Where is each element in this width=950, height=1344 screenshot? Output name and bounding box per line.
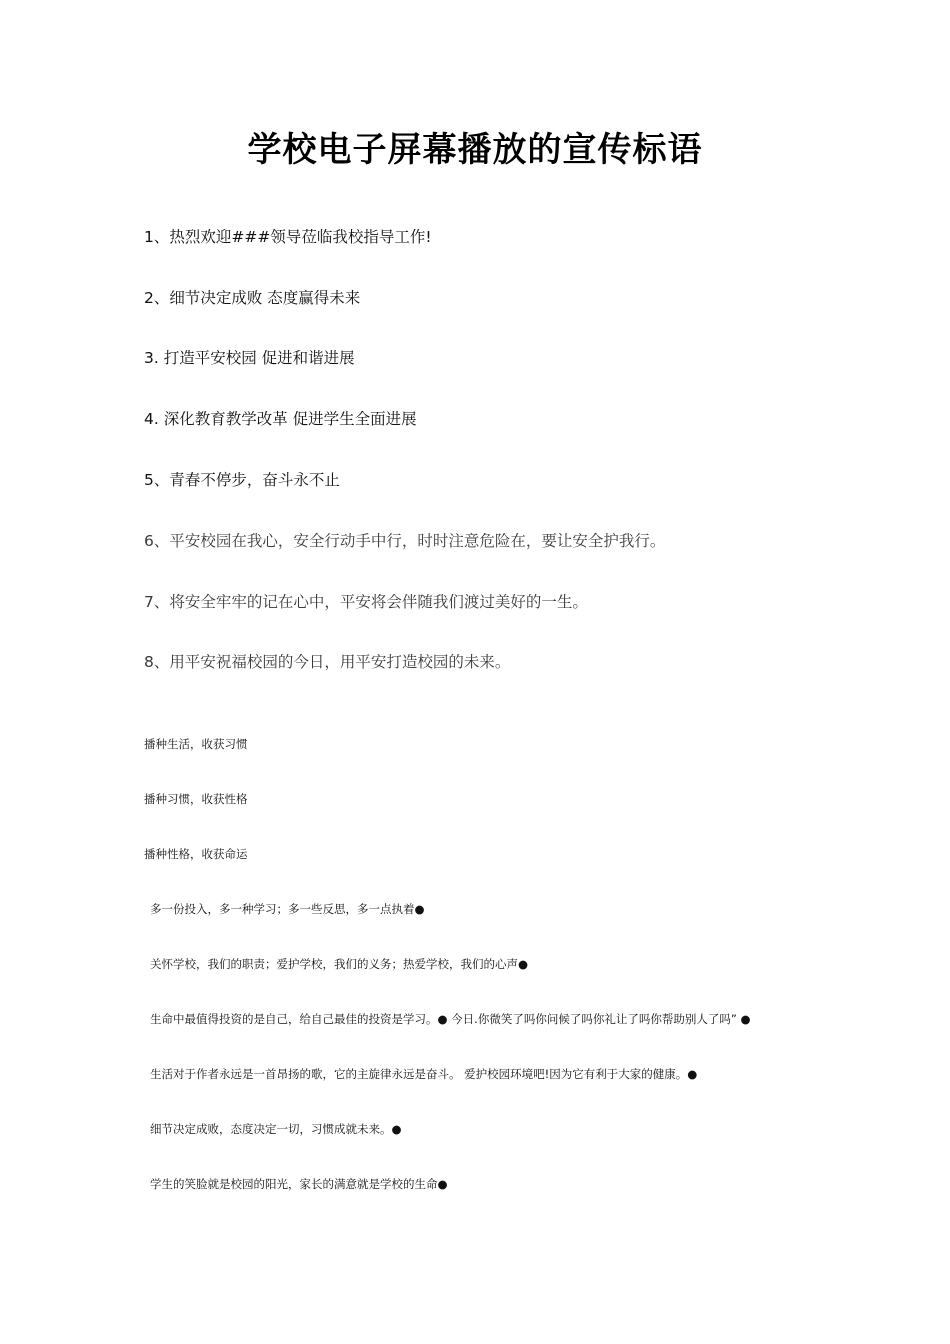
slogan-item-4: 4. 深化教育教学改革 促进学生全面进展 (144, 410, 417, 428)
bullet-line-5: 细节决定成败，态度决定一切，习惯成就未来。● (150, 1122, 402, 1136)
slogan-item-2: 2、细节决定成败 态度赢得未来 (144, 289, 361, 307)
bullet-line-6: 学生的笑脸就是校园的阳光，家长的满意就是学校的生命● (150, 1177, 448, 1191)
bullet-line-4: 生活对于作者永远是一首昂扬的歌，它的主旋律永远是奋斗。 爱护校园环境吧!因为它有利于大家的健康。● (150, 1067, 698, 1081)
bullet-line-2: 关怀学校，我们的职责；爱护学校，我们的义务；热爱学校，我们的心声● (150, 957, 529, 971)
slogan-item-6: 6、平安校园在我心，安全行动手中行，时时注意危险在，要让安全护我行。 (144, 532, 666, 550)
slogan-item-5: 5、青春不停步，奋斗永不止 (144, 471, 340, 489)
bullet-line-1: 多一份投入，多一种学习；多一些反思，多一点执着● (150, 902, 425, 916)
short-line-3: 播种性格，收获命运 (144, 847, 248, 861)
slogan-item-7: 7、将安全牢牢的记在心中，平安将会伴随我们渡过美好的一生。 (144, 593, 588, 611)
slogan-item-1: 1、热烈欢迎###领导莅临我校指导工作! (144, 228, 432, 246)
slogan-item-8: 8、用平安祝福校园的今日，用平安打造校园的未来。 (144, 653, 511, 671)
slogan-item-3: 3. 打造平安校园 促进和谐进展 (144, 349, 355, 367)
short-line-2: 播种习惯，收获性格 (144, 792, 248, 806)
bullet-line-3: 生命中最值得投资的是自己，给自己最佳的投资是学习。● 今日.你微笑了吗你问候了吗你礼让了吗你帮助别人了吗” ● (150, 1012, 751, 1026)
short-line-1: 播种生活，收获习惯 (144, 737, 248, 751)
page-title: 学校电子屏幕播放的宣传标语 (247, 130, 703, 170)
